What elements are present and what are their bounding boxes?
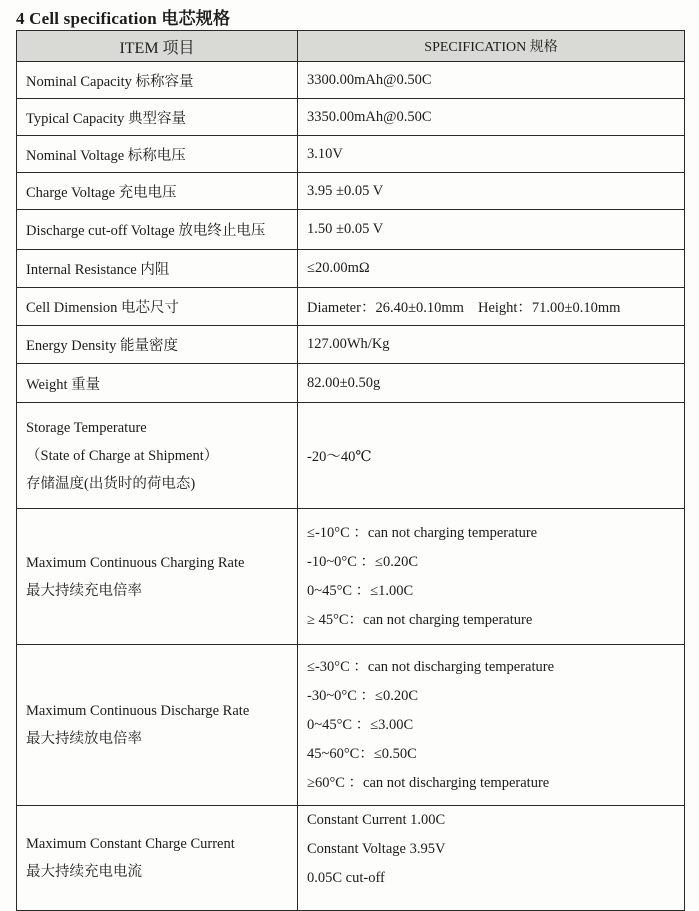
discharge-rate-spec-line: 45~60°C：≤0.50C	[307, 745, 417, 762]
charging-rate-spec-line: ≥ 45°C：can not charging temperature	[307, 611, 533, 628]
discharge-rate-item-line: 最大持续放电倍率	[26, 731, 142, 747]
row-spec-energy-density: 127.00Wh/Kg	[298, 326, 685, 364]
charge-current-spec-line: Constant Current 1.00C	[307, 812, 446, 828]
table-row	[17, 136, 685, 173]
charging-rate-spec-line: -10~0°C ：≤0.20C	[307, 553, 419, 570]
row-spec-nominal-capacity: 3300.00mAh@0.50C	[298, 62, 685, 99]
row-spec-cell-dimension	[298, 288, 685, 326]
table-header-row	[17, 31, 685, 62]
row-spec-weight: 82.00±0.50g	[298, 364, 685, 403]
discharge-rate-spec-line: 0~45°C ：≤3.00C	[307, 716, 414, 733]
table-row	[17, 250, 685, 288]
row-spec-nominal-voltage: 3.10V	[298, 136, 685, 173]
table-row	[17, 403, 685, 509]
row-item-max-constant-charge-current	[17, 806, 298, 911]
row-spec-max-discharge-rate	[298, 645, 685, 806]
cell-diameter: Diameter：26.40±0.10mm	[307, 300, 464, 316]
row-item-typical-capacity: Typical Capacity 典型容量	[17, 99, 298, 136]
item-column-header: ITEM 项目	[17, 31, 298, 62]
charge-current-spec-line: Constant Voltage 3.95V	[307, 841, 446, 857]
charging-rate-item-line: Maximum Continuous Charging Rate	[26, 554, 245, 571]
charging-rate-item-line: 最大持续充电倍率	[26, 582, 142, 599]
table-row	[17, 806, 685, 911]
table-row	[17, 173, 685, 210]
table-row	[17, 210, 685, 250]
section-heading: 4 Cell specification 电芯规格	[16, 9, 231, 28]
row-item-nominal-capacity: Nominal Capacity 标称容量	[17, 62, 298, 99]
row-spec-storage-temperature: -20～40℃	[298, 403, 685, 509]
charging-rate-spec-line: 0~45°C ：≤1.00C	[307, 582, 414, 599]
discharge-rate-spec-line: ≥60°C ：can not discharging temperature	[307, 774, 550, 791]
table-row	[17, 364, 685, 403]
row-item-nominal-voltage: Nominal Voltage 标称电压	[17, 136, 298, 173]
charging-rate-spec-line: ≤-10°C ：can not charging temperature	[307, 524, 538, 541]
discharge-rate-spec-line: ≤-30°C ：can not discharging temperature	[307, 658, 555, 675]
row-spec-max-charging-rate	[298, 509, 685, 645]
charge-current-item-line: Maximum Constant Charge Current	[26, 836, 235, 852]
charge-current-item-line: 最大持续充电电流	[26, 864, 142, 880]
row-item-storage-temperature	[17, 403, 298, 509]
table-row	[17, 288, 685, 326]
row-item-max-discharge-rate	[17, 645, 298, 806]
discharge-rate-item-line: Maximum Continuous Discharge Rate	[26, 703, 250, 719]
charge-current-spec-line: 0.05C cut-off	[307, 870, 385, 886]
row-item-max-charging-rate	[17, 509, 298, 645]
specification-column-header: SPECIFICATION 规格	[298, 31, 685, 62]
row-item-weight: Weight 重量	[17, 364, 298, 403]
row-item-energy-density: Energy Density 能量密度	[17, 326, 298, 364]
row-spec-charge-voltage: 3.95 ±0.05 V	[298, 173, 685, 210]
storage-item-line: （State of Charge at Shipment）	[26, 447, 219, 464]
table-row	[17, 326, 685, 364]
storage-item-line: 存储温度(出货时的荷电态)	[26, 475, 196, 492]
row-spec-typical-capacity: 3350.00mAh@0.50C	[298, 99, 685, 136]
row-spec-internal-resistance: ≤20.00mΩ	[298, 250, 685, 288]
row-item-discharge-cutoff-voltage: Discharge cut-off Voltage 放电终止电压	[17, 210, 298, 250]
discharge-rate-spec-line: -30~0°C ：≤0.20C	[307, 687, 419, 704]
row-item-internal-resistance: Internal Resistance 内阻	[17, 250, 298, 288]
row-spec-discharge-cutoff-voltage: 1.50 ±0.05 V	[298, 210, 685, 250]
table-row	[17, 509, 685, 645]
table-row	[17, 99, 685, 136]
table-row	[17, 645, 685, 806]
cell-height: Height：71.00±0.10mm	[477, 300, 621, 316]
row-spec-max-constant-charge-current	[298, 806, 685, 911]
row-item-cell-dimension: Cell Dimension 电芯尺寸	[17, 288, 298, 326]
storage-item-line: Storage Temperature	[26, 419, 147, 436]
row-item-charge-voltage: Charge Voltage 充电电压	[17, 173, 298, 210]
cell-specification-table	[16, 30, 685, 911]
table-row	[17, 62, 685, 99]
